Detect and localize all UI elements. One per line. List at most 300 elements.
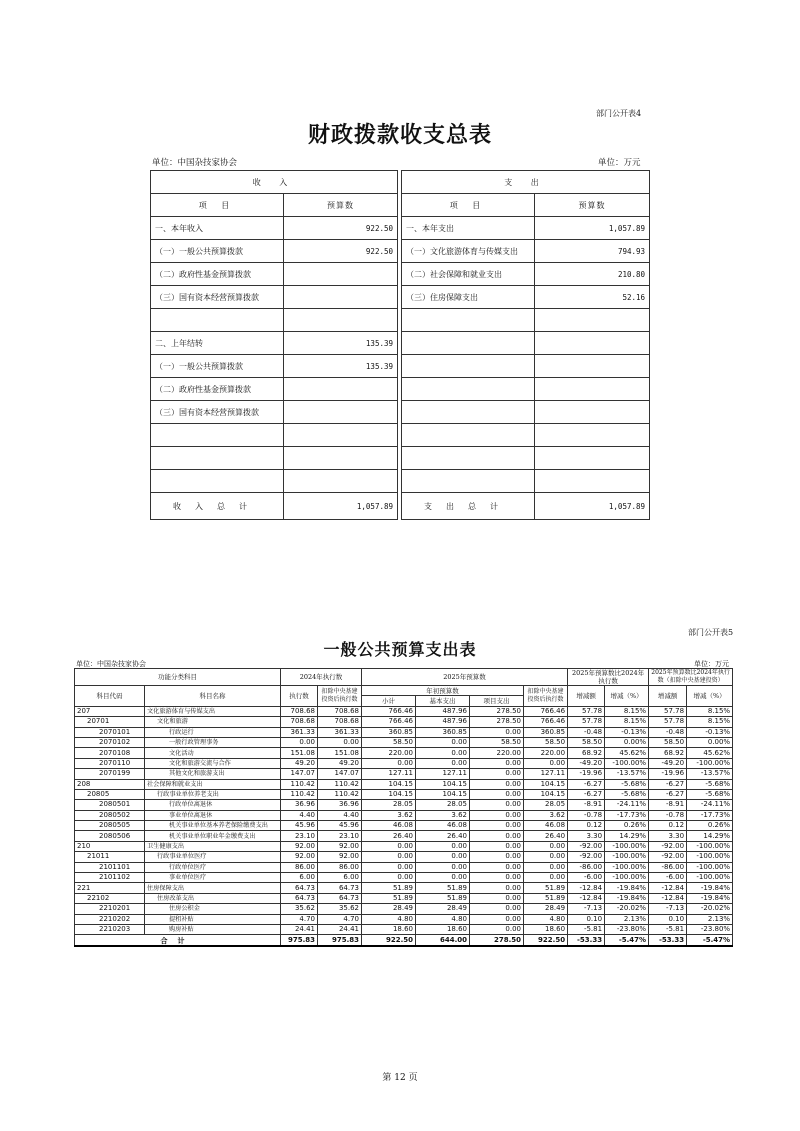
subject-name: 提租补贴 [145, 914, 281, 924]
subject-code: 2070102 [75, 737, 145, 747]
value-cell: 0.00 [362, 862, 416, 872]
table-row [75, 914, 733, 924]
value-cell: 0.00 [470, 852, 524, 862]
hdr-cmp2: 2025年预算数比2024年执行数（扣除中央基建投资） [649, 669, 733, 686]
expense-item [402, 470, 535, 493]
value-cell: 6.00 [318, 873, 362, 883]
table-row [75, 893, 733, 903]
table2-unit-left: 单位：中国杂技家协会 [76, 660, 146, 668]
value-cell: -12.84 [649, 893, 687, 903]
value-cell: 104.15 [524, 789, 568, 799]
table2-title: 一般公共预算支出表 [323, 640, 477, 659]
value-cell: 220.00 [524, 748, 568, 758]
income-item: （三）国有资本经营预算拨款 [151, 286, 284, 309]
value-cell: 92.00 [318, 852, 362, 862]
subject-name: 行政单位医疗 [145, 862, 281, 872]
value-cell: 28.05 [524, 800, 568, 810]
value-cell: -6.27 [649, 779, 687, 789]
summary-row [151, 378, 650, 401]
value-cell: 64.73 [318, 893, 362, 903]
value-cell: 4.80 [524, 914, 568, 924]
value-cell: -12.84 [568, 883, 605, 893]
value-cell: 0.12 [649, 821, 687, 831]
value-cell: 8.15% [687, 706, 733, 716]
value-cell: -6.27 [649, 789, 687, 799]
value-cell: -19.84% [605, 893, 649, 903]
value-cell: 151.08 [318, 748, 362, 758]
expense-item [402, 355, 535, 378]
subject-name: 卫生健康支出 [145, 841, 281, 851]
value-cell: 3.30 [649, 831, 687, 841]
hdr-ex-central: 扣除中央基建投资后执行数 [524, 686, 568, 707]
value-cell: 57.78 [568, 717, 605, 727]
value-cell: 0.00 [470, 841, 524, 851]
income-item [151, 447, 284, 470]
value-cell: 36.96 [318, 800, 362, 810]
table1-unit-left: 单位：中国杂技家协会 [152, 158, 238, 168]
value-cell: 51.89 [362, 883, 416, 893]
total-value: 644.00 [416, 935, 470, 946]
subject-code: 2070199 [75, 769, 145, 779]
value-cell: 68.92 [568, 748, 605, 758]
expense-value [535, 401, 650, 424]
value-cell: -6.27 [568, 789, 605, 799]
table-row [75, 904, 733, 914]
value-cell: 3.62 [362, 810, 416, 820]
income-item [151, 470, 284, 493]
value-cell: -0.78 [568, 810, 605, 820]
value-cell: -0.13% [687, 727, 733, 737]
value-cell: -0.13% [605, 727, 649, 737]
value-cell: -100.00% [687, 841, 733, 851]
subject-name: 文化活动 [145, 748, 281, 758]
value-cell: -13.57% [605, 769, 649, 779]
value-cell: -0.48 [568, 727, 605, 737]
subject-code: 22102 [75, 893, 145, 903]
hdr-inc2: 增减额 [649, 686, 687, 707]
value-cell: 46.08 [416, 821, 470, 831]
table1-title: 财政拨款收支总表 [307, 123, 492, 148]
value-cell: 360.85 [362, 727, 416, 737]
value-cell: 46.08 [362, 821, 416, 831]
income-value [284, 309, 398, 332]
table-row [75, 873, 733, 883]
value-cell: 487.96 [416, 717, 470, 727]
table2-tag: 部门公开表5 [688, 628, 734, 637]
value-cell: 766.46 [524, 717, 568, 727]
value-cell: 3.62 [416, 810, 470, 820]
value-cell: -86.00 [568, 862, 605, 872]
subject-code: 20805 [75, 789, 145, 799]
income-value: 922.50 [284, 240, 398, 263]
value-cell: 0.00 [470, 800, 524, 810]
subject-name: 行政事业单位医疗 [145, 852, 281, 862]
value-cell: 0.00% [687, 737, 733, 747]
value-cell: -100.00% [687, 862, 733, 872]
value-cell: 92.00 [281, 841, 318, 851]
value-cell: 0.10 [568, 914, 605, 924]
subject-code: 210 [75, 841, 145, 851]
subject-code: 2080501 [75, 800, 145, 810]
table-row [75, 821, 733, 831]
value-cell: 23.10 [281, 831, 318, 841]
income-value: 135.39 [284, 355, 398, 378]
table-row [75, 737, 733, 747]
value-cell: -12.84 [568, 893, 605, 903]
total-value: 975.83 [281, 935, 318, 946]
value-cell: 49.20 [281, 758, 318, 768]
hdr-budget2025: 2025年预算数 [362, 669, 568, 686]
value-cell: 0.00 [470, 831, 524, 841]
value-cell: -7.13 [568, 904, 605, 914]
value-cell: 0.00 [362, 758, 416, 768]
value-cell: 0.00 [524, 852, 568, 862]
subject-name: 其他文化和旅游支出 [145, 769, 281, 779]
value-cell: 18.60 [362, 924, 416, 934]
value-cell: 45.62% [687, 748, 733, 758]
value-cell: 28.49 [362, 904, 416, 914]
value-cell: 0.00 [470, 914, 524, 924]
value-cell: 0.00 [416, 841, 470, 851]
value-cell: 110.42 [318, 789, 362, 799]
income-value: 922.50 [284, 217, 398, 240]
subject-code: 2080502 [75, 810, 145, 820]
total-expense-label: 支出总计 [402, 493, 535, 520]
summary-row [151, 240, 650, 263]
value-cell: 104.15 [524, 779, 568, 789]
hdr-inc: 增减额 [568, 686, 605, 707]
value-cell: -100.00% [605, 873, 649, 883]
value-cell: -17.73% [687, 810, 733, 820]
value-cell: 4.80 [362, 914, 416, 924]
total-label: 合计 [75, 935, 281, 946]
value-cell: -92.00 [568, 841, 605, 851]
income-item: （二）政府性基金预算拨款 [151, 378, 284, 401]
total-expense-value: 1,057.89 [535, 493, 650, 520]
hdr-exec2024: 2024年执行数 [281, 669, 362, 686]
value-cell: -19.84% [687, 893, 733, 903]
expense-value [535, 309, 650, 332]
value-cell: 127.11 [416, 769, 470, 779]
value-cell: 104.15 [362, 779, 416, 789]
value-cell: 0.00 [416, 737, 470, 747]
expense-item [402, 401, 535, 424]
table1-unit-right: 单位：万元 [598, 158, 641, 168]
value-cell: 8.15% [605, 717, 649, 727]
value-cell: 110.42 [318, 779, 362, 789]
value-cell: 708.68 [281, 706, 318, 716]
value-cell: 0.00 [470, 883, 524, 893]
value-cell: 147.07 [318, 769, 362, 779]
subject-name: 文化和旅游 [145, 717, 281, 727]
subject-code: 21011 [75, 852, 145, 862]
table-row [75, 758, 733, 768]
total-income-value: 1,057.89 [284, 493, 398, 520]
value-cell: 28.05 [416, 800, 470, 810]
income-value [284, 286, 398, 309]
summary-row [151, 286, 650, 309]
value-cell: -0.78 [649, 810, 687, 820]
value-cell: 6.00 [281, 873, 318, 883]
value-cell: -23.80% [605, 924, 649, 934]
subject-name: 事业单位离退休 [145, 810, 281, 820]
hdr-exec-ex: 扣除中央基建投资后执行数 [318, 686, 362, 707]
expense-item: （一）文化旅游体育与传媒支出 [402, 240, 535, 263]
value-cell: 127.11 [524, 769, 568, 779]
hdr-project: 项目支出 [470, 696, 524, 706]
table-row [75, 769, 733, 779]
value-cell: -19.84% [687, 883, 733, 893]
income-value [284, 378, 398, 401]
income-value [284, 424, 398, 447]
subject-code: 2080505 [75, 821, 145, 831]
value-cell: 0.00 [524, 873, 568, 883]
subject-name: 行政事业单位养老支出 [145, 789, 281, 799]
expense-item [402, 447, 535, 470]
page-number: 第 12 页 [382, 1073, 418, 1083]
expense-value [535, 447, 650, 470]
value-cell: -5.81 [649, 924, 687, 934]
value-cell: -24.11% [687, 800, 733, 810]
expense-value: 52.16 [535, 286, 650, 309]
value-cell: 0.00 [470, 769, 524, 779]
total-value: -5.47% [687, 935, 733, 946]
value-cell: 0.00 [362, 873, 416, 883]
hdr-cmp1: 2025年预算数比2024年执行数 [568, 669, 649, 686]
value-cell: 64.73 [318, 883, 362, 893]
value-cell: 766.46 [362, 706, 416, 716]
table-row [75, 862, 733, 872]
total-value: -5.47% [605, 935, 649, 946]
value-cell: 220.00 [362, 748, 416, 758]
value-cell: 58.50 [568, 737, 605, 747]
expense-header: 支 出 [402, 171, 650, 194]
expense-value [535, 378, 650, 401]
subject-code: 2101102 [75, 873, 145, 883]
income-header: 收 入 [151, 171, 398, 194]
value-cell: -6.27 [568, 779, 605, 789]
subject-name: 行政运行 [145, 727, 281, 737]
value-cell: 0.00 [318, 737, 362, 747]
subject-code: 2210202 [75, 914, 145, 924]
value-cell: 8.15% [687, 717, 733, 727]
value-cell: 0.00 [524, 862, 568, 872]
value-cell: 23.10 [318, 831, 362, 841]
subject-name: 一般行政管理事务 [145, 737, 281, 747]
summary-row [151, 424, 650, 447]
table-row [75, 810, 733, 820]
income-item [151, 424, 284, 447]
table2-unit-right: 单位：万元 [694, 660, 729, 668]
value-cell: -100.00% [605, 862, 649, 872]
value-cell: -100.00% [605, 841, 649, 851]
value-cell: 58.50 [362, 737, 416, 747]
expense-item: （三）住房保障支出 [402, 286, 535, 309]
value-cell: 3.30 [568, 831, 605, 841]
value-cell: -49.20 [649, 758, 687, 768]
value-cell: -92.00 [649, 841, 687, 851]
value-cell: -100.00% [605, 852, 649, 862]
value-cell: 104.15 [416, 779, 470, 789]
value-cell: 51.89 [416, 893, 470, 903]
value-cell: 361.33 [318, 727, 362, 737]
income-value [284, 447, 398, 470]
value-cell: 24.41 [281, 924, 318, 934]
subject-code: 2070108 [75, 748, 145, 758]
hdr-subtotal: 小计 [362, 696, 416, 706]
value-cell: 2.13% [605, 914, 649, 924]
value-cell: 45.96 [318, 821, 362, 831]
value-cell: 0.00 [470, 893, 524, 903]
total-value: 922.50 [524, 935, 568, 946]
value-cell: 104.15 [416, 789, 470, 799]
value-cell: 220.00 [470, 748, 524, 758]
value-cell: -100.00% [687, 873, 733, 883]
value-cell: 51.89 [362, 893, 416, 903]
value-cell: 360.85 [416, 727, 470, 737]
income-item: （一）一般公共预算拨款 [151, 355, 284, 378]
total-value: -53.33 [568, 935, 605, 946]
value-cell: 0.00 [416, 758, 470, 768]
fiscal-summary-table [150, 170, 650, 520]
income-value: 135.39 [284, 332, 398, 355]
value-cell: 0.00 [362, 841, 416, 851]
expense-item: （二）社会保障和就业支出 [402, 263, 535, 286]
income-item: 一、本年收入 [151, 217, 284, 240]
value-cell: 0.00 [470, 862, 524, 872]
total-value: -53.33 [649, 935, 687, 946]
value-cell: 4.40 [318, 810, 362, 820]
value-cell: -8.91 [649, 800, 687, 810]
hdr-basic: 基本支出 [416, 696, 470, 706]
value-cell: 28.49 [416, 904, 470, 914]
subject-code: 2210203 [75, 924, 145, 934]
value-cell: -19.84% [605, 883, 649, 893]
value-cell: 92.00 [281, 852, 318, 862]
value-cell: 104.15 [362, 789, 416, 799]
summary-row [151, 217, 650, 240]
value-cell: 0.00 [470, 789, 524, 799]
summary-row [151, 332, 650, 355]
value-cell: 360.85 [524, 727, 568, 737]
value-cell: -100.00% [687, 758, 733, 768]
hdr-name: 科目名称 [145, 686, 281, 707]
value-cell: -0.48 [649, 727, 687, 737]
value-cell: 18.60 [416, 924, 470, 934]
value-cell: -100.00% [605, 758, 649, 768]
value-cell: 3.62 [524, 810, 568, 820]
value-cell: 0.00 [470, 821, 524, 831]
subject-name: 行政单位离退休 [145, 800, 281, 810]
income-budget-label: 预算数 [284, 194, 398, 217]
value-cell: 0.10 [649, 914, 687, 924]
value-cell: 0.00% [605, 737, 649, 747]
value-cell: -5.81 [568, 924, 605, 934]
total-value: 922.50 [362, 935, 416, 946]
value-cell: 708.68 [318, 717, 362, 727]
table-row [75, 852, 733, 862]
value-cell: 51.89 [524, 883, 568, 893]
value-cell: 8.15% [605, 706, 649, 716]
income-item [151, 309, 284, 332]
total-row [75, 935, 733, 946]
value-cell: 46.08 [524, 821, 568, 831]
summary-row [151, 447, 650, 470]
expense-value [535, 424, 650, 447]
value-cell: 0.00 [416, 852, 470, 862]
hdr-exec: 执行数 [281, 686, 318, 707]
value-cell: 110.42 [281, 789, 318, 799]
value-cell: 64.73 [281, 893, 318, 903]
income-item: 二、上年结转 [151, 332, 284, 355]
value-cell: 0.00 [524, 841, 568, 851]
subject-name: 住房公积金 [145, 904, 281, 914]
expense-item [402, 424, 535, 447]
value-cell: 45.62% [605, 748, 649, 758]
total-income-label: 收入总计 [151, 493, 284, 520]
subject-code: 2070101 [75, 727, 145, 737]
value-cell: 0.00 [416, 862, 470, 872]
expense-item [402, 309, 535, 332]
subject-name: 文化旅游体育与传媒支出 [145, 706, 281, 716]
value-cell: 487.96 [416, 706, 470, 716]
value-cell: 28.05 [362, 800, 416, 810]
value-cell: -17.73% [605, 810, 649, 820]
value-cell: -20.02% [605, 904, 649, 914]
subject-code: 208 [75, 779, 145, 789]
subject-code: 2210201 [75, 904, 145, 914]
value-cell: 58.50 [524, 737, 568, 747]
income-value [284, 401, 398, 424]
value-cell: 51.89 [524, 893, 568, 903]
value-cell: -7.13 [649, 904, 687, 914]
value-cell: 51.89 [416, 883, 470, 893]
subject-name: 社会保障和就业支出 [145, 779, 281, 789]
table-row [75, 706, 733, 716]
value-cell: 49.20 [318, 758, 362, 768]
value-cell: 110.42 [281, 779, 318, 789]
subject-code: 221 [75, 883, 145, 893]
expense-budget-label: 预算数 [535, 194, 650, 217]
subject-code: 207 [75, 706, 145, 716]
value-cell: 2.13% [687, 914, 733, 924]
value-cell: 0.00 [470, 924, 524, 934]
value-cell: 127.11 [362, 769, 416, 779]
income-item: （二）政府性基金预算拨款 [151, 263, 284, 286]
value-cell: 28.49 [524, 904, 568, 914]
total-value: 278.50 [470, 935, 524, 946]
subject-code: 2080506 [75, 831, 145, 841]
value-cell: 36.96 [281, 800, 318, 810]
value-cell: 0.00 [281, 737, 318, 747]
value-cell: -100.00% [687, 852, 733, 862]
total-value: 975.83 [318, 935, 362, 946]
value-cell: -49.20 [568, 758, 605, 768]
value-cell: 14.29% [687, 831, 733, 841]
value-cell: -19.96 [568, 769, 605, 779]
hdr-pct: 增减（%） [605, 686, 649, 707]
value-cell: 361.33 [281, 727, 318, 737]
value-cell: 26.40 [362, 831, 416, 841]
expense-value: 1,057.89 [535, 217, 650, 240]
value-cell: 26.40 [524, 831, 568, 841]
income-item: （三）国有资本经营预算拨款 [151, 401, 284, 424]
value-cell: 766.46 [362, 717, 416, 727]
value-cell: 57.78 [649, 706, 687, 716]
value-cell: -24.11% [605, 800, 649, 810]
value-cell: 14.29% [605, 831, 649, 841]
value-cell: 58.50 [649, 737, 687, 747]
